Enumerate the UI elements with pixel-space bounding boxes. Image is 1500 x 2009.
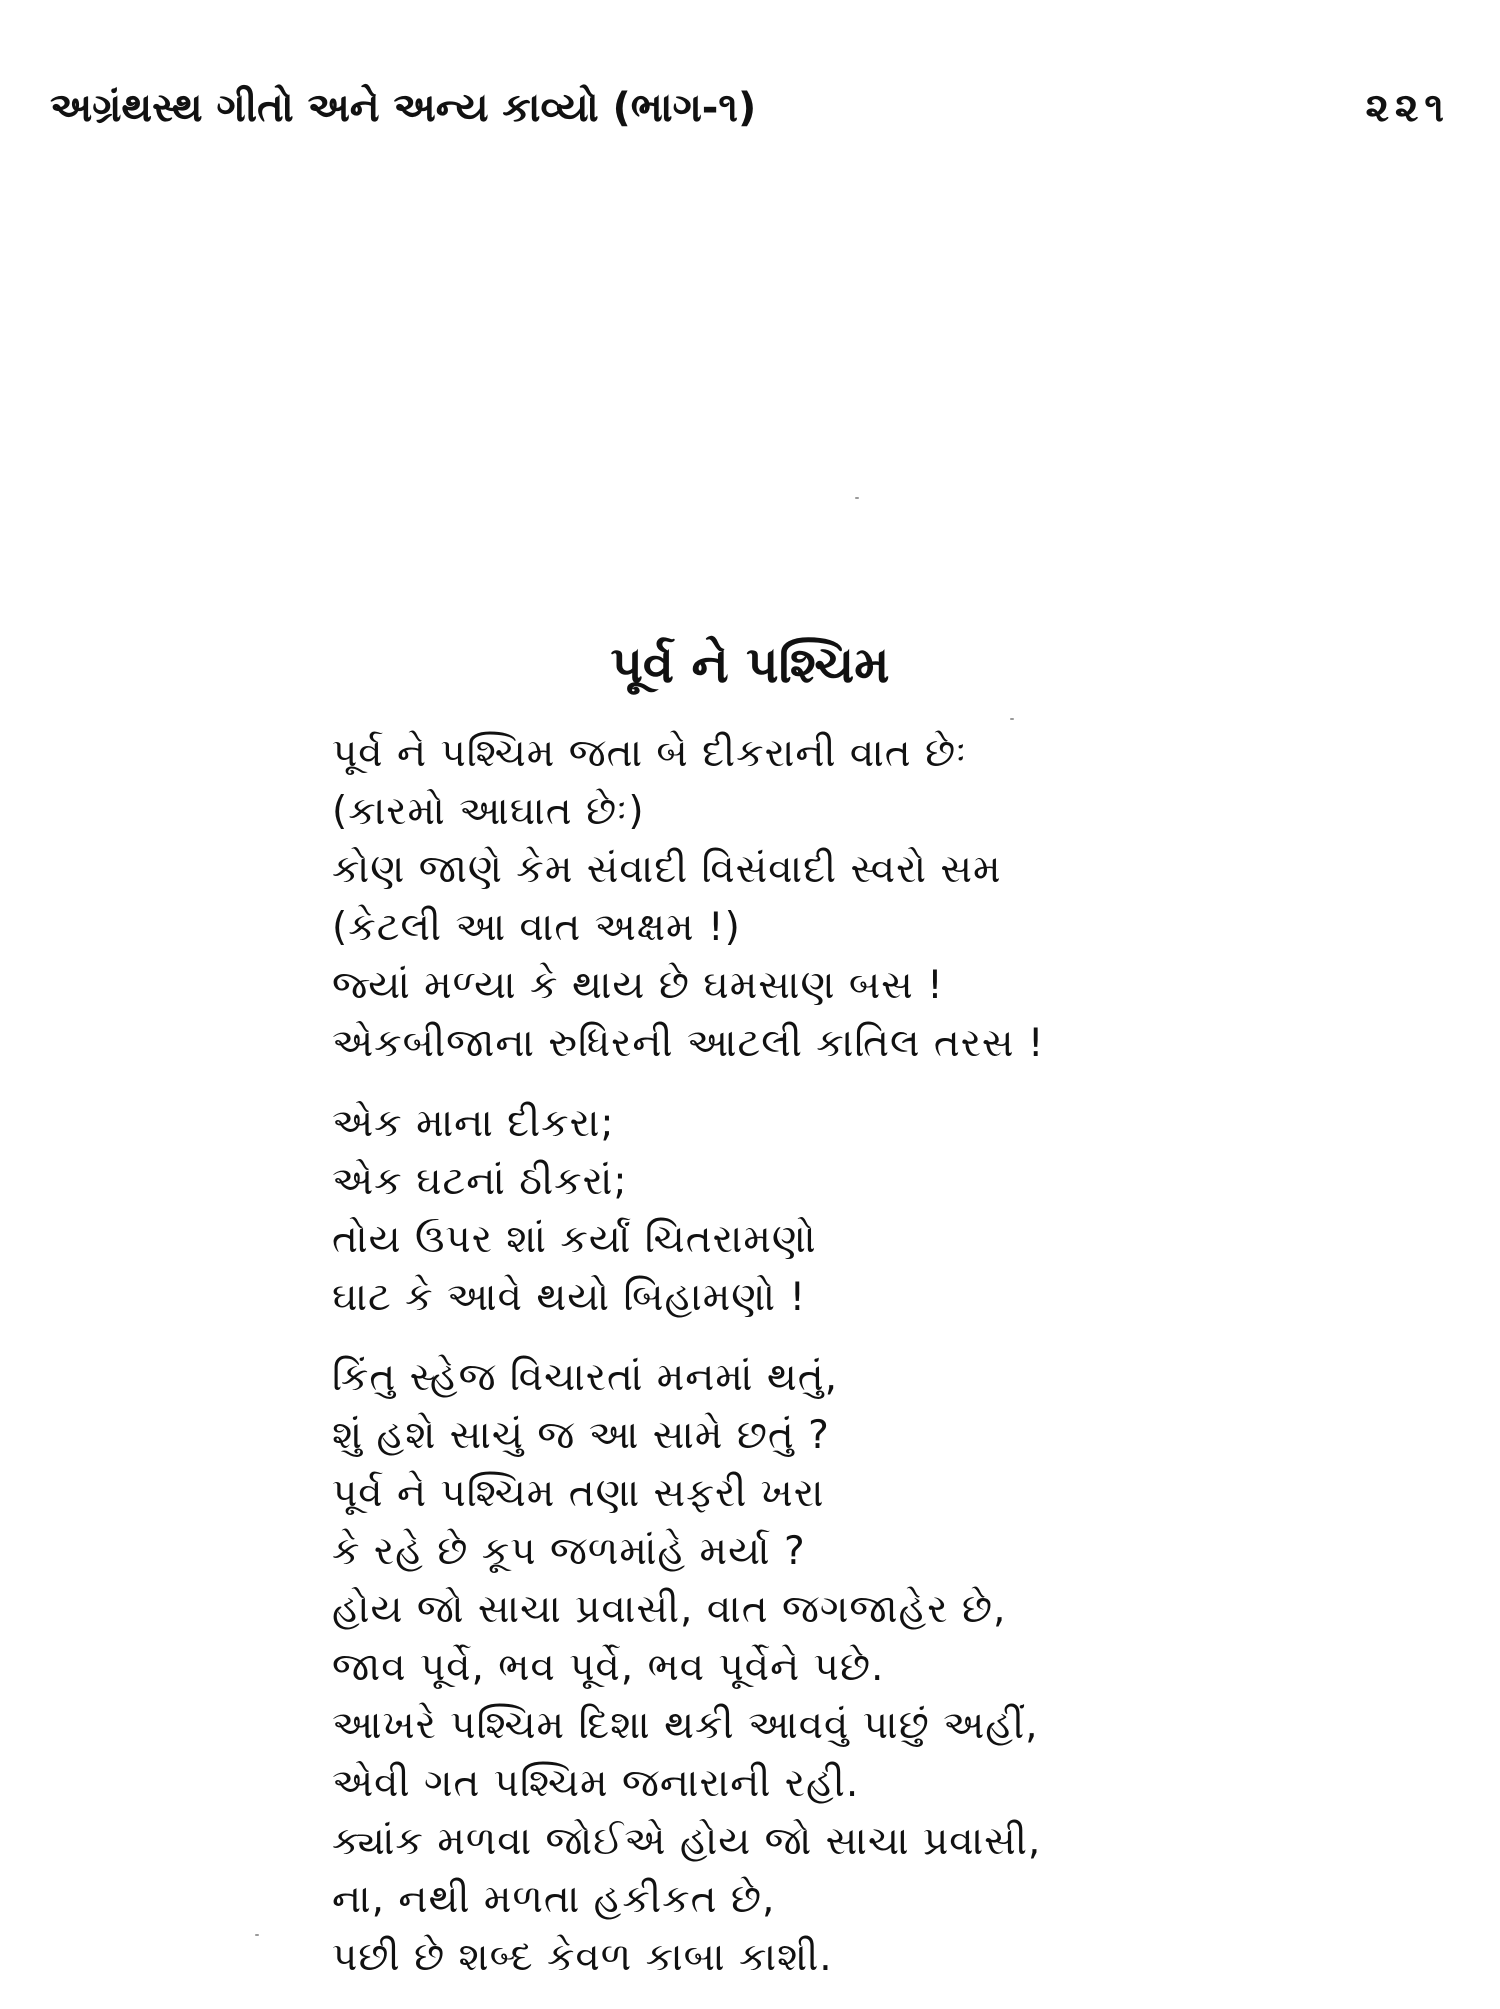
- verse-line: કોણ જાણે કેમ સંવાદી વિસંવાદી સ્વરો સમ: [332, 847, 1002, 892]
- stanza-1: [332, 725, 1432, 1073]
- verse-line: કિંતુ સ્હેજ વિચારતાં મનમાં થતું,: [332, 1355, 839, 1400]
- scan-speck: [1010, 718, 1014, 720]
- page-number: ૨૨૧: [1365, 85, 1450, 131]
- stanza-3: [332, 1349, 1432, 1987]
- verse-line: (કેટલી આ વાત અક્ષમ !): [332, 905, 741, 950]
- verse-line: પછી છે શબ્દ કેવળ કાબા કાશી.: [332, 1935, 833, 1980]
- scan-speck: [255, 1934, 259, 1936]
- verse-line: એવી ગત પશ્ચિમ જનારાની રહી.: [332, 1761, 860, 1806]
- verse-line: ના, નથી મળતા હકીકત છે,: [332, 1877, 776, 1922]
- verse-line: ક્યાંક મળવા જોઈએ હોય જો સાચા પ્રવાસી,: [332, 1819, 1042, 1864]
- verse-line: એક ઘટનાં ઠીકરાં;: [332, 1159, 628, 1204]
- verse-line: એક માના દીકરા;: [332, 1101, 615, 1146]
- verse-line: પૂર્વ ને પશ્ચિમ જતા બે દીકરાની વાત છેઃ: [332, 731, 968, 776]
- verse-line: તોય ઉપર શાં કર્યાં ચિતરામણો: [332, 1217, 817, 1262]
- scan-speck: [855, 497, 859, 499]
- book-title: અગ્રંથસ્થ ગીતો અને અન્ય કાવ્યો (ભાગ-૧): [50, 85, 757, 131]
- poem-body: [332, 725, 1432, 2009]
- verse-line: (કારમો આઘાત છેઃ): [332, 789, 645, 834]
- verse-line: કે રહે છે કૂપ જળમાંહે મર્યા ?: [332, 1529, 806, 1574]
- verse-line: જ્યાં મળ્યા કે થાય છે ઘમસાણ બસ !: [332, 963, 944, 1008]
- verse-line: શું હશે સાચું જ આ સામે છતું ?: [332, 1413, 830, 1458]
- verse-line: પૂર્વ ને પશ્ચિમ તણા સફરી ખરા: [332, 1471, 825, 1516]
- verse-line: એકબીજાના રુધિરની આટલી કાતિલ તરસ !: [332, 1021, 1045, 1066]
- verse-line: હોય જો સાચા પ્રવાસી, વાત જગજાહેર છે,: [332, 1587, 1007, 1632]
- poem-title: પૂર્વ ને પશ્ચિમ: [610, 636, 890, 694]
- running-header: [50, 78, 1450, 138]
- stanza-2: [332, 1095, 1432, 1327]
- verse-line: આખરે પશ્ચિમ દિશા થકી આવવું પાછું અહીં,: [332, 1703, 1039, 1748]
- verse-line: ઘાટ કે આવે થયો બિહામણો !: [332, 1275, 807, 1320]
- verse-line: જાવ પૂર્વે, ભવ પૂર્વે, ભવ પૂર્વેને પછે.: [332, 1645, 885, 1690]
